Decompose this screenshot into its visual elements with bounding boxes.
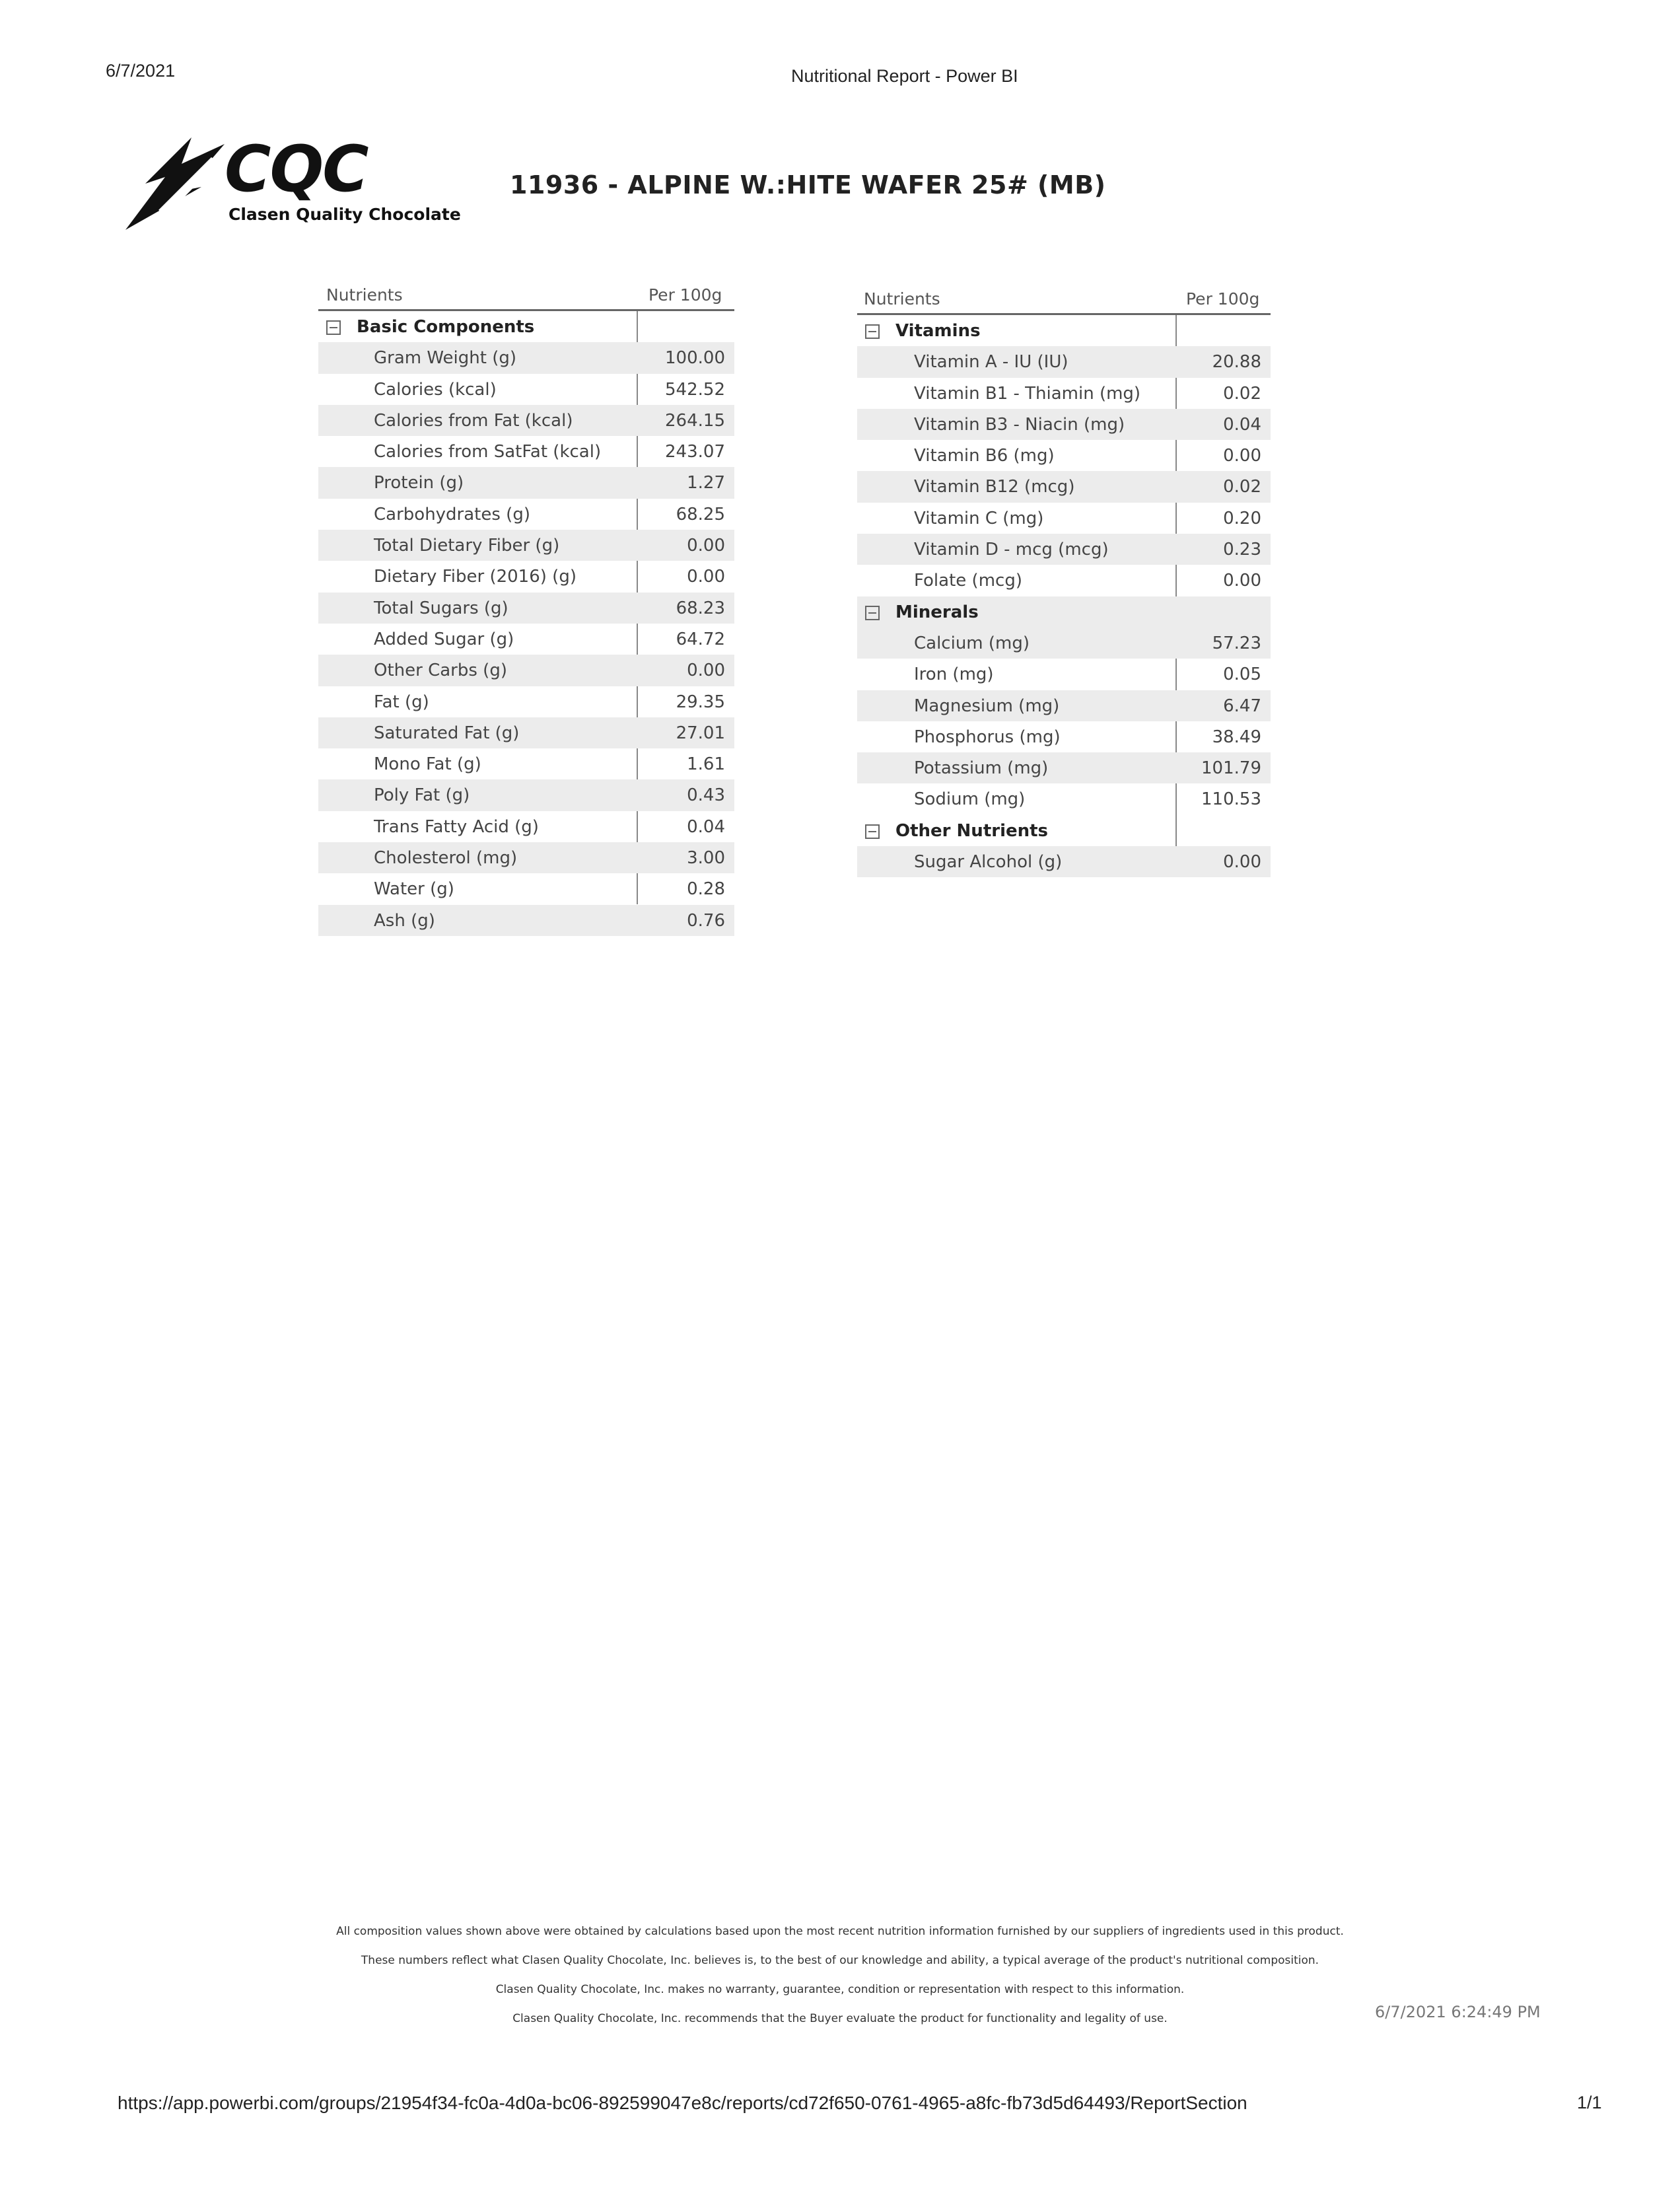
nutrient-label: Vitamin B12 (mcg): [914, 477, 1075, 497]
table-row: [857, 783, 1271, 814]
nutrient-label: Sugar Alcohol (g): [914, 852, 1063, 873]
nutrient-value: 0.76: [687, 910, 725, 931]
nutrient-value: 101.79: [1201, 758, 1261, 779]
table-row: [318, 593, 734, 624]
nutrient-label: Dietary Fiber (2016) (g): [374, 567, 577, 587]
nutrient-value: 3.00: [687, 848, 725, 869]
nutrient-label: Vitamin A - IU (IU): [914, 352, 1068, 373]
report-url: https://app.powerbi.com/groups/21954f34-fc0a-4d0a-bc06-892599047e8c/reports/cd72f650-0761-4965-a8fc-fb73d5d64493/ReportSection: [118, 2093, 1247, 2113]
table-row: [318, 842, 734, 873]
nutrient-value: 0.04: [1223, 414, 1261, 435]
group-row[interactable]: [857, 596, 1271, 628]
nutrient-value: 100.00: [665, 348, 725, 369]
nutrient-value: 27.01: [676, 723, 725, 743]
table-row: [857, 534, 1271, 565]
table-row: [857, 752, 1271, 783]
group-row[interactable]: [318, 311, 734, 342]
table-row: [318, 342, 734, 373]
table-row: [857, 378, 1271, 409]
table-row: [318, 405, 734, 436]
nutrient-value: 0.02: [1223, 383, 1261, 404]
nutrient-value: 57.23: [1212, 633, 1261, 653]
disclaimer-line: Clasen Quality Chocolate, Inc. makes no warranty, guarantee, condition or representation with respect to this information.: [495, 1983, 1185, 1996]
nutrient-value: 64.72: [676, 629, 725, 649]
nutrient-value: 0.00: [687, 567, 725, 587]
nutrient-label: Other Carbs (g): [374, 661, 507, 681]
collapse-icon[interactable]: [326, 320, 341, 335]
product-title: 11936 - ALPINE W.:HITE WAFER 25# (MB): [510, 170, 1106, 199]
group-label: Minerals: [895, 602, 979, 622]
nutrient-label: Calcium (mg): [914, 633, 1030, 653]
print-date: 6/7/2021: [106, 61, 176, 81]
nutrient-label: Carbohydrates (g): [374, 504, 530, 524]
table-row: [318, 436, 734, 467]
nutrient-value: 0.04: [687, 816, 725, 837]
nutrient-value: 0.28: [687, 879, 725, 900]
table-row: [857, 503, 1271, 534]
table-row: [318, 717, 734, 748]
group-label: Other Nutrients: [895, 820, 1049, 841]
nutrient-value: 0.02: [1223, 477, 1261, 497]
table-row: [857, 471, 1271, 502]
nutrient-value: 0.00: [687, 536, 725, 556]
nutrient-label: Ash (g): [374, 910, 435, 931]
page-number: 1/1: [1577, 2093, 1602, 2112]
nutrient-value: 542.52: [665, 379, 725, 400]
table-row: [857, 846, 1271, 877]
table-row: [318, 530, 734, 561]
nutrient-value: 0.05: [1223, 665, 1261, 685]
col-per100g-header: Per 100g: [648, 285, 722, 305]
nutrient-value: 0.00: [687, 661, 725, 681]
table-row: [857, 690, 1271, 721]
nutrient-value: 264.15: [665, 410, 725, 431]
nutrient-value: 20.88: [1212, 352, 1261, 373]
nutrient-value: 1.61: [687, 754, 725, 775]
nutrient-label: Vitamin B6 (mg): [914, 446, 1055, 466]
table-row: [857, 565, 1271, 596]
left-table-body: [318, 311, 734, 936]
table-row: [318, 748, 734, 779]
nutrient-label: Protein (g): [374, 473, 464, 493]
report-timestamp: 6/7/2021 6:24:49 PM: [1375, 2003, 1541, 2021]
nutrient-value: 0.00: [1223, 446, 1261, 466]
col-nutrients-header: Nutrients: [864, 289, 940, 308]
table-row: [318, 561, 734, 592]
nutrient-value: 110.53: [1201, 789, 1261, 810]
nutrient-value: 29.35: [676, 692, 725, 712]
nutrient-value: 0.20: [1223, 508, 1261, 528]
col-nutrients-header: Nutrients: [326, 285, 403, 305]
nutrient-label: Iron (mg): [914, 665, 994, 685]
table-row: [318, 905, 734, 936]
right-table-body: [857, 315, 1271, 877]
table-row: [318, 467, 734, 498]
nutrient-label: Magnesium (mg): [914, 696, 1060, 716]
logo-subtitle: Clasen Quality Chocolate: [228, 205, 461, 224]
nutrient-value: 0.00: [1223, 571, 1261, 591]
table-row: [857, 409, 1271, 440]
table-header: [318, 276, 734, 311]
table-row: [857, 628, 1271, 659]
nutrient-value: 6.47: [1223, 696, 1261, 716]
nutrient-label: Calories from SatFat (kcal): [374, 442, 602, 462]
group-row[interactable]: [857, 815, 1271, 846]
collapse-icon[interactable]: [865, 824, 880, 839]
logo-text: CQC: [225, 132, 368, 206]
disclaimer-line: All composition values shown above were obtained by calculations based upon the most recent nutrition information furnished by our suppliers of ingredients used in this product.: [336, 1925, 1344, 1938]
nutrient-label: Sodium (mg): [914, 789, 1026, 810]
nutrient-label: Calories (kcal): [374, 379, 497, 400]
nutrient-label: Vitamin B1 - Thiamin (mg): [914, 383, 1141, 404]
table-row: [318, 779, 734, 810]
nutrient-value: 0.23: [1223, 540, 1261, 560]
basic-components-table: [318, 276, 734, 936]
table-row: [857, 440, 1271, 471]
cqc-swoosh-icon: [119, 131, 231, 236]
nutrient-value: 1.27: [687, 473, 725, 493]
nutrient-label: Gram Weight (g): [374, 348, 516, 369]
nutrient-label: Added Sugar (g): [374, 629, 514, 649]
table-row: [318, 873, 734, 904]
page-header-title: Nutritional Report - Power BI: [791, 66, 1018, 86]
nutrient-label: Total Dietary Fiber (g): [374, 536, 560, 556]
nutrient-label: Calories from Fat (kcal): [374, 410, 573, 431]
collapse-icon[interactable]: [865, 606, 880, 620]
table-row: [318, 499, 734, 530]
nutrient-label: Mono Fat (g): [374, 754, 481, 775]
nutrient-label: Total Sugars (g): [374, 598, 508, 618]
nutrient-label: Trans Fatty Acid (g): [374, 816, 539, 837]
disclaimer-line: These numbers reflect what Clasen Quality Chocolate, Inc. believes is, to the best of our knowledge and ability, a typical average of the product's nutritional composition.: [361, 1954, 1319, 1967]
nutrient-label: Poly Fat (g): [374, 785, 470, 806]
nutrient-value: 0.00: [1223, 852, 1261, 873]
nutrient-label: Cholesterol (mg): [374, 848, 518, 869]
nutrient-value: 68.25: [676, 504, 725, 524]
group-label: Vitamins: [895, 321, 981, 341]
group-label: Basic Components: [357, 317, 535, 337]
table-row: [857, 346, 1271, 377]
nutrient-value: 243.07: [665, 442, 725, 462]
vitamins-minerals-table: [857, 280, 1271, 877]
table-row: [318, 655, 734, 686]
nutrient-value: 0.43: [687, 785, 725, 806]
nutrient-label: Fat (g): [374, 692, 429, 712]
nutrient-label: Water (g): [374, 879, 454, 900]
nutrient-label: Vitamin D - mcg (mcg): [914, 540, 1109, 560]
col-per100g-header: Per 100g: [1186, 289, 1260, 308]
nutrient-value: 38.49: [1212, 727, 1261, 747]
table-row: [857, 659, 1271, 690]
table-header: [857, 280, 1271, 315]
nutrient-label: Vitamin C (mg): [914, 508, 1044, 528]
nutrient-value: 68.23: [676, 598, 725, 618]
collapse-icon[interactable]: [865, 324, 880, 339]
table-row: [318, 624, 734, 655]
nutrient-label: Potassium (mg): [914, 758, 1049, 779]
nutrient-label: Folate (mcg): [914, 571, 1022, 591]
nutrient-label: Saturated Fat (g): [374, 723, 520, 743]
cqc-logo: [119, 131, 489, 236]
group-row[interactable]: [857, 315, 1271, 346]
table-row: [318, 811, 734, 842]
nutrient-label: Vitamin B3 - Niacin (mg): [914, 414, 1125, 435]
nutrient-label: Phosphorus (mg): [914, 727, 1061, 747]
disclaimer-line: Clasen Quality Chocolate, Inc. recommends that the Buyer evaluate the product for functionality and legality of use.: [512, 2012, 1168, 2025]
table-row: [318, 686, 734, 717]
table-row: [318, 374, 734, 405]
table-row: [857, 721, 1271, 752]
